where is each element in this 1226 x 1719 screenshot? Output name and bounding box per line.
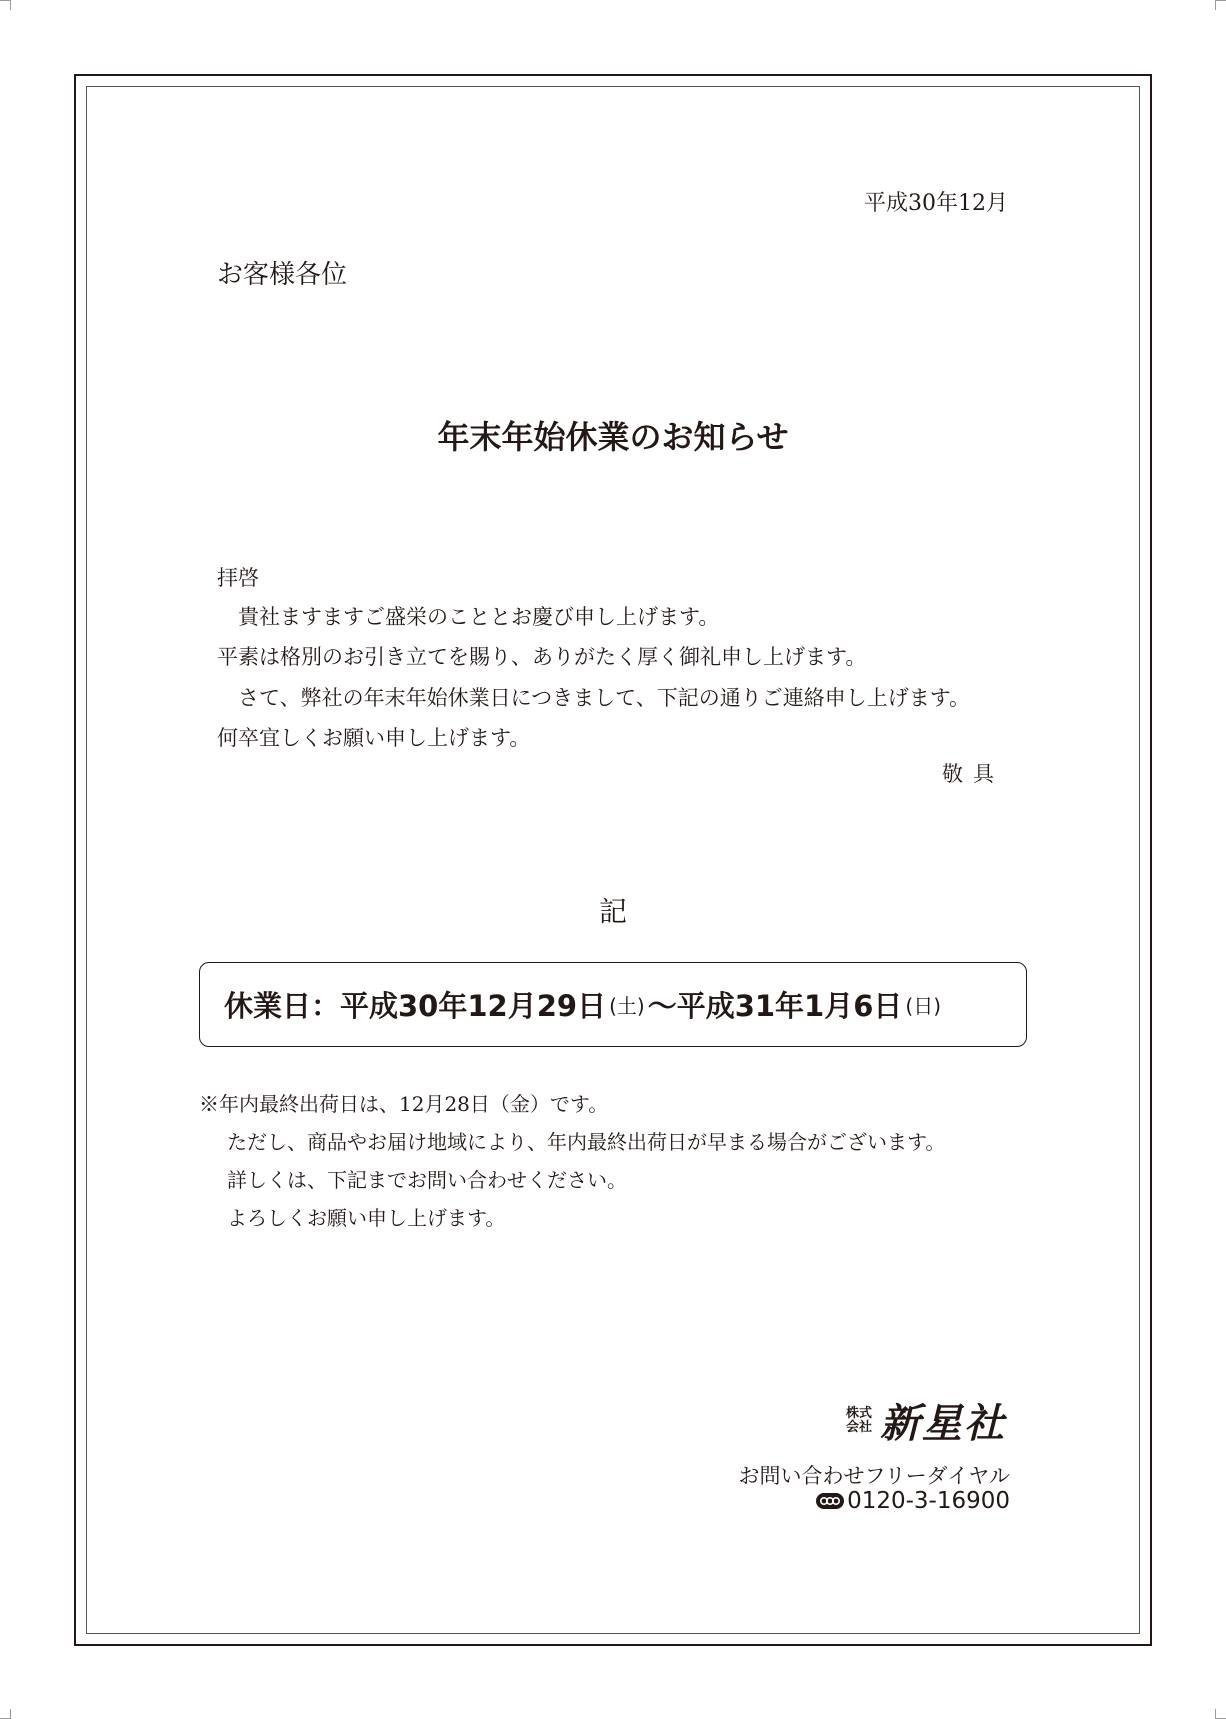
holiday-end: 〜平成31年1月6日 <box>647 989 903 1023</box>
closing: 敬具 <box>942 762 1004 786</box>
crop-mark <box>1215 0 1216 10</box>
kabushiki-kaisha-mark: 株式 会社 <box>845 1405 872 1435</box>
company-name: 新星社 <box>880 1401 1006 1447</box>
crop-mark <box>10 1709 11 1719</box>
document-date: 平成30年12月 <box>864 191 1008 216</box>
body-line: 平素は格別のお引き立てを賜り、ありがたく厚く御礼申し上げます。 <box>217 645 867 669</box>
crop-mark <box>1215 1709 1216 1719</box>
greeting: 拝啓 <box>217 566 259 590</box>
recipient: お客様各位 <box>217 260 348 290</box>
body-line: 何卒宜しくお願い申し上げます。 <box>217 726 531 750</box>
crop-mark <box>1216 0 1226 1</box>
holiday-start-weekday: (土) <box>609 994 645 1018</box>
crop-mark <box>0 0 10 1</box>
holiday-label: 休業日：平成30年12月29日 <box>224 989 607 1023</box>
contact-label: お問い合わせフリーダイヤル <box>738 1464 1010 1488</box>
crop-mark <box>10 0 11 10</box>
holiday-box <box>199 962 1027 1047</box>
holiday-end-weekday: (日) <box>905 994 942 1018</box>
note-line: よろしくお願い申し上げます。 <box>207 1206 506 1230</box>
phone-number[interactable]: 0120-3-16900 <box>847 1488 1010 1514</box>
note-line: ※年内最終出荷日は、12月28日（金）です。 <box>199 1092 609 1116</box>
note-line: ただし、商品やお届け地域により、年内最終出荷日が早まる場合がございます。 <box>207 1130 946 1154</box>
company-logo <box>846 1392 1006 1449</box>
body-line: さて、弊社の年末年始休業日につきまして、下記の通りご連絡申し上げます。 <box>217 686 971 710</box>
free-dial-icon <box>816 1493 844 1509</box>
page-title: 年末年始休業のお知らせ <box>437 418 789 456</box>
note-line: 詳しくは、下記までお問い合わせください。 <box>207 1168 627 1192</box>
body-line: 貴社ますますご盛栄のこととお慶び申し上げます。 <box>217 605 720 629</box>
ki-heading: 記 <box>598 895 627 928</box>
phone-number-row <box>816 1488 1010 1514</box>
